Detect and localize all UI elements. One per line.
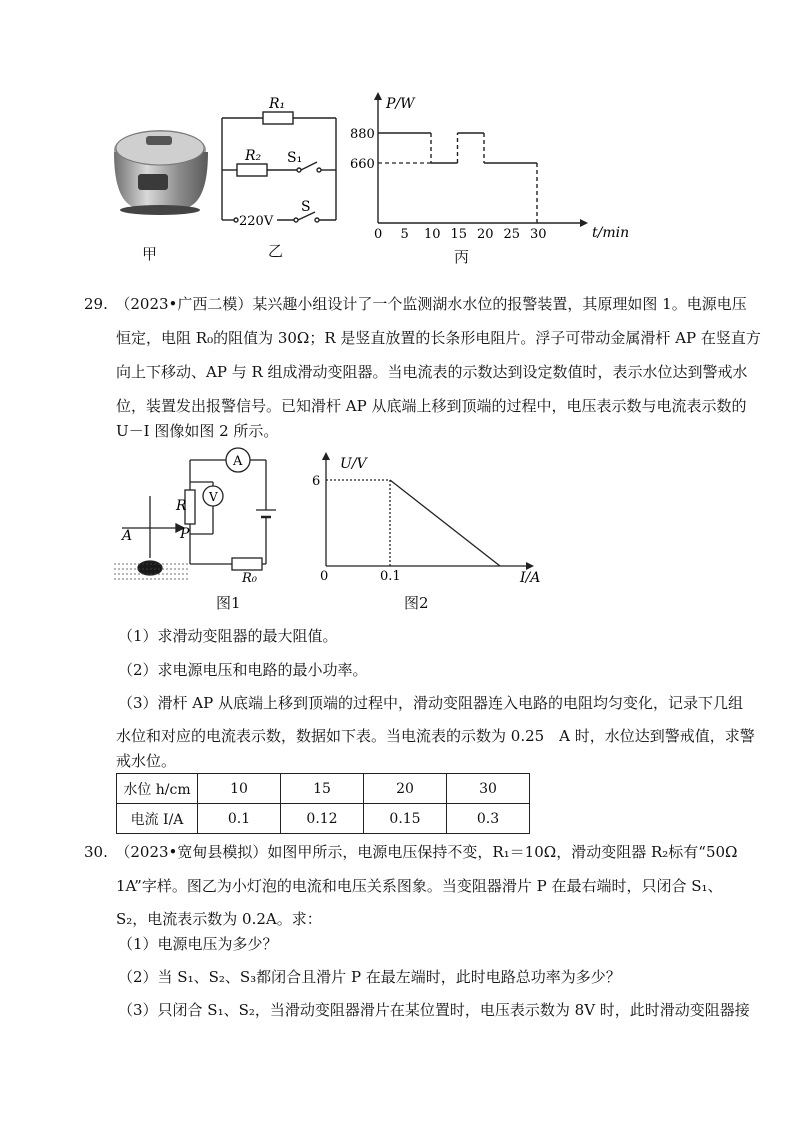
label-s1: S₁: [287, 150, 303, 166]
label-a: A: [122, 528, 133, 544]
table-cell: 0.3: [447, 804, 530, 834]
x-tick-label: 10: [424, 227, 441, 242]
table-cell: 0.1: [198, 804, 281, 834]
table-row: [117, 804, 530, 834]
ammeter-label: A: [233, 454, 243, 469]
i-tick-0-1: 0.1: [380, 569, 401, 584]
y-tick-label: 660: [350, 157, 375, 172]
switch-s1: [301, 162, 317, 170]
water-level-current-table: [116, 773, 530, 834]
q29-line-2: 恒定，电阻 R₀的阻值为 30Ω；R 是竖直放置的长条形电阻片。浮子可带动金属滑杆 AP 在竖直方: [116, 329, 761, 347]
figure-2-caption: 图2: [404, 594, 429, 612]
table-cell: 0.12: [281, 804, 364, 834]
resistor-r1: [263, 112, 293, 124]
resistor-r2: [237, 164, 267, 176]
label-220v: 220V: [239, 214, 274, 229]
x-tick-label: 20: [477, 227, 494, 242]
rice-cooker-image: [108, 120, 214, 220]
origin-label: 0: [320, 569, 329, 584]
x-tick-label: 5: [400, 227, 409, 242]
figure-label-jia: 甲: [142, 245, 158, 263]
x-tick-label: 0: [374, 227, 383, 242]
label-r: R: [176, 498, 187, 514]
label-p: P: [180, 526, 190, 542]
figure-label-bing: 丙: [454, 248, 470, 266]
voltmeter-label: V: [209, 490, 218, 504]
label-r2: R₂: [245, 148, 262, 164]
x-tick-label: 25: [503, 227, 521, 242]
i-axis-label: I/A: [520, 570, 541, 586]
q29-line-5: U－I 图像如图 2 所示。: [116, 422, 279, 440]
q29-sub-1: （1）求滑动变阻器的最大阻值。: [118, 627, 338, 645]
q29-line-4: 位，装置发出报警信号。已知滑杆 AP 从底端上移到顶端的过程中，电压表示数与电流表示数的: [116, 397, 747, 415]
u-i-graph: [310, 446, 555, 586]
q30-sub-2: （2）当 S₁、S₂、S₃都闭合且滑片 P 在最左端时，此时电路总功率为多少？: [118, 968, 621, 986]
u-tick-6: 6: [312, 474, 321, 489]
table-cell: 20: [364, 774, 447, 804]
cooker-circuit-diagram: [205, 90, 345, 240]
x-tick-label: 30: [530, 227, 547, 242]
table-cell: 30: [447, 774, 530, 804]
q29-line-1: 29. （2023•广西二模）某兴趣小组设计了一个监测湖水水位的报警装置，其原理如图 1。电源电压: [84, 295, 747, 313]
u-axis-label: U/V: [340, 456, 367, 472]
q30-sub-1: （1）电源电压为多少？: [118, 935, 278, 953]
table-cell: 15: [281, 774, 364, 804]
figure-label-yi: 乙: [268, 242, 284, 260]
resistor-r0: [232, 558, 262, 570]
power-time-chart: [340, 88, 630, 248]
y-axis-label: P/W: [386, 96, 415, 112]
table-cell: 0.15: [364, 804, 447, 834]
y-tick-label: 880: [350, 127, 375, 142]
water-level-circuit-diagram: [110, 446, 305, 596]
q30-line-3: S₂，电流表示数为 0.2A。求：: [116, 910, 322, 928]
q29-sub-4: 水位和对应的电流表示数，数据如下表。当电流表的示数为 0.25 A 时，水位达到警戒值，求警: [116, 727, 755, 745]
label-s: S: [301, 199, 311, 215]
x-tick-label: 15: [450, 227, 468, 242]
label-r1: R₁: [269, 96, 286, 112]
q29-sub-5: 戒水位。: [116, 752, 177, 770]
table-cell: 10: [198, 774, 281, 804]
table-cell: 电流 I/A: [117, 804, 198, 834]
x-axis-label: t/min: [592, 225, 630, 241]
q30-line-2: 1A”字样。图乙为小灯泡的电流和电压关系图象。当变阻器滑片 P 在最右端时，只闭合 S₁、: [116, 877, 723, 895]
label-r0: R₀: [242, 571, 257, 586]
table-row: [117, 774, 530, 804]
figure-1-caption: 图1: [216, 594, 241, 612]
q29-sub-2: （2）求电源电压和电路的最小功率。: [118, 661, 368, 679]
q29-sub-3: （3）滑杆 AP 从底端上移到顶端的过程中，滑动变阻器连入电路的电阻均匀变化，记录下几组: [118, 694, 744, 712]
table-cell: 水位 h/cm: [117, 774, 198, 804]
q30-sub-3: （3）只闭合 S₁、S₂，当滑动变阻器滑片在某位置时，电压表示数为 8V 时，此时滑动变阻器接: [118, 1001, 750, 1019]
q29-line-3: 向上下移动、AP 与 R 组成滑动变阻器。当电流表的示数达到设定数值时，表示水位达到警戒水: [116, 363, 748, 381]
q30-line-1: 30. （2023•宽甸县模拟）如图甲所示，电源电压保持不变，R₁＝10Ω，滑动变阻器 R₂标有“50Ω: [84, 843, 738, 861]
